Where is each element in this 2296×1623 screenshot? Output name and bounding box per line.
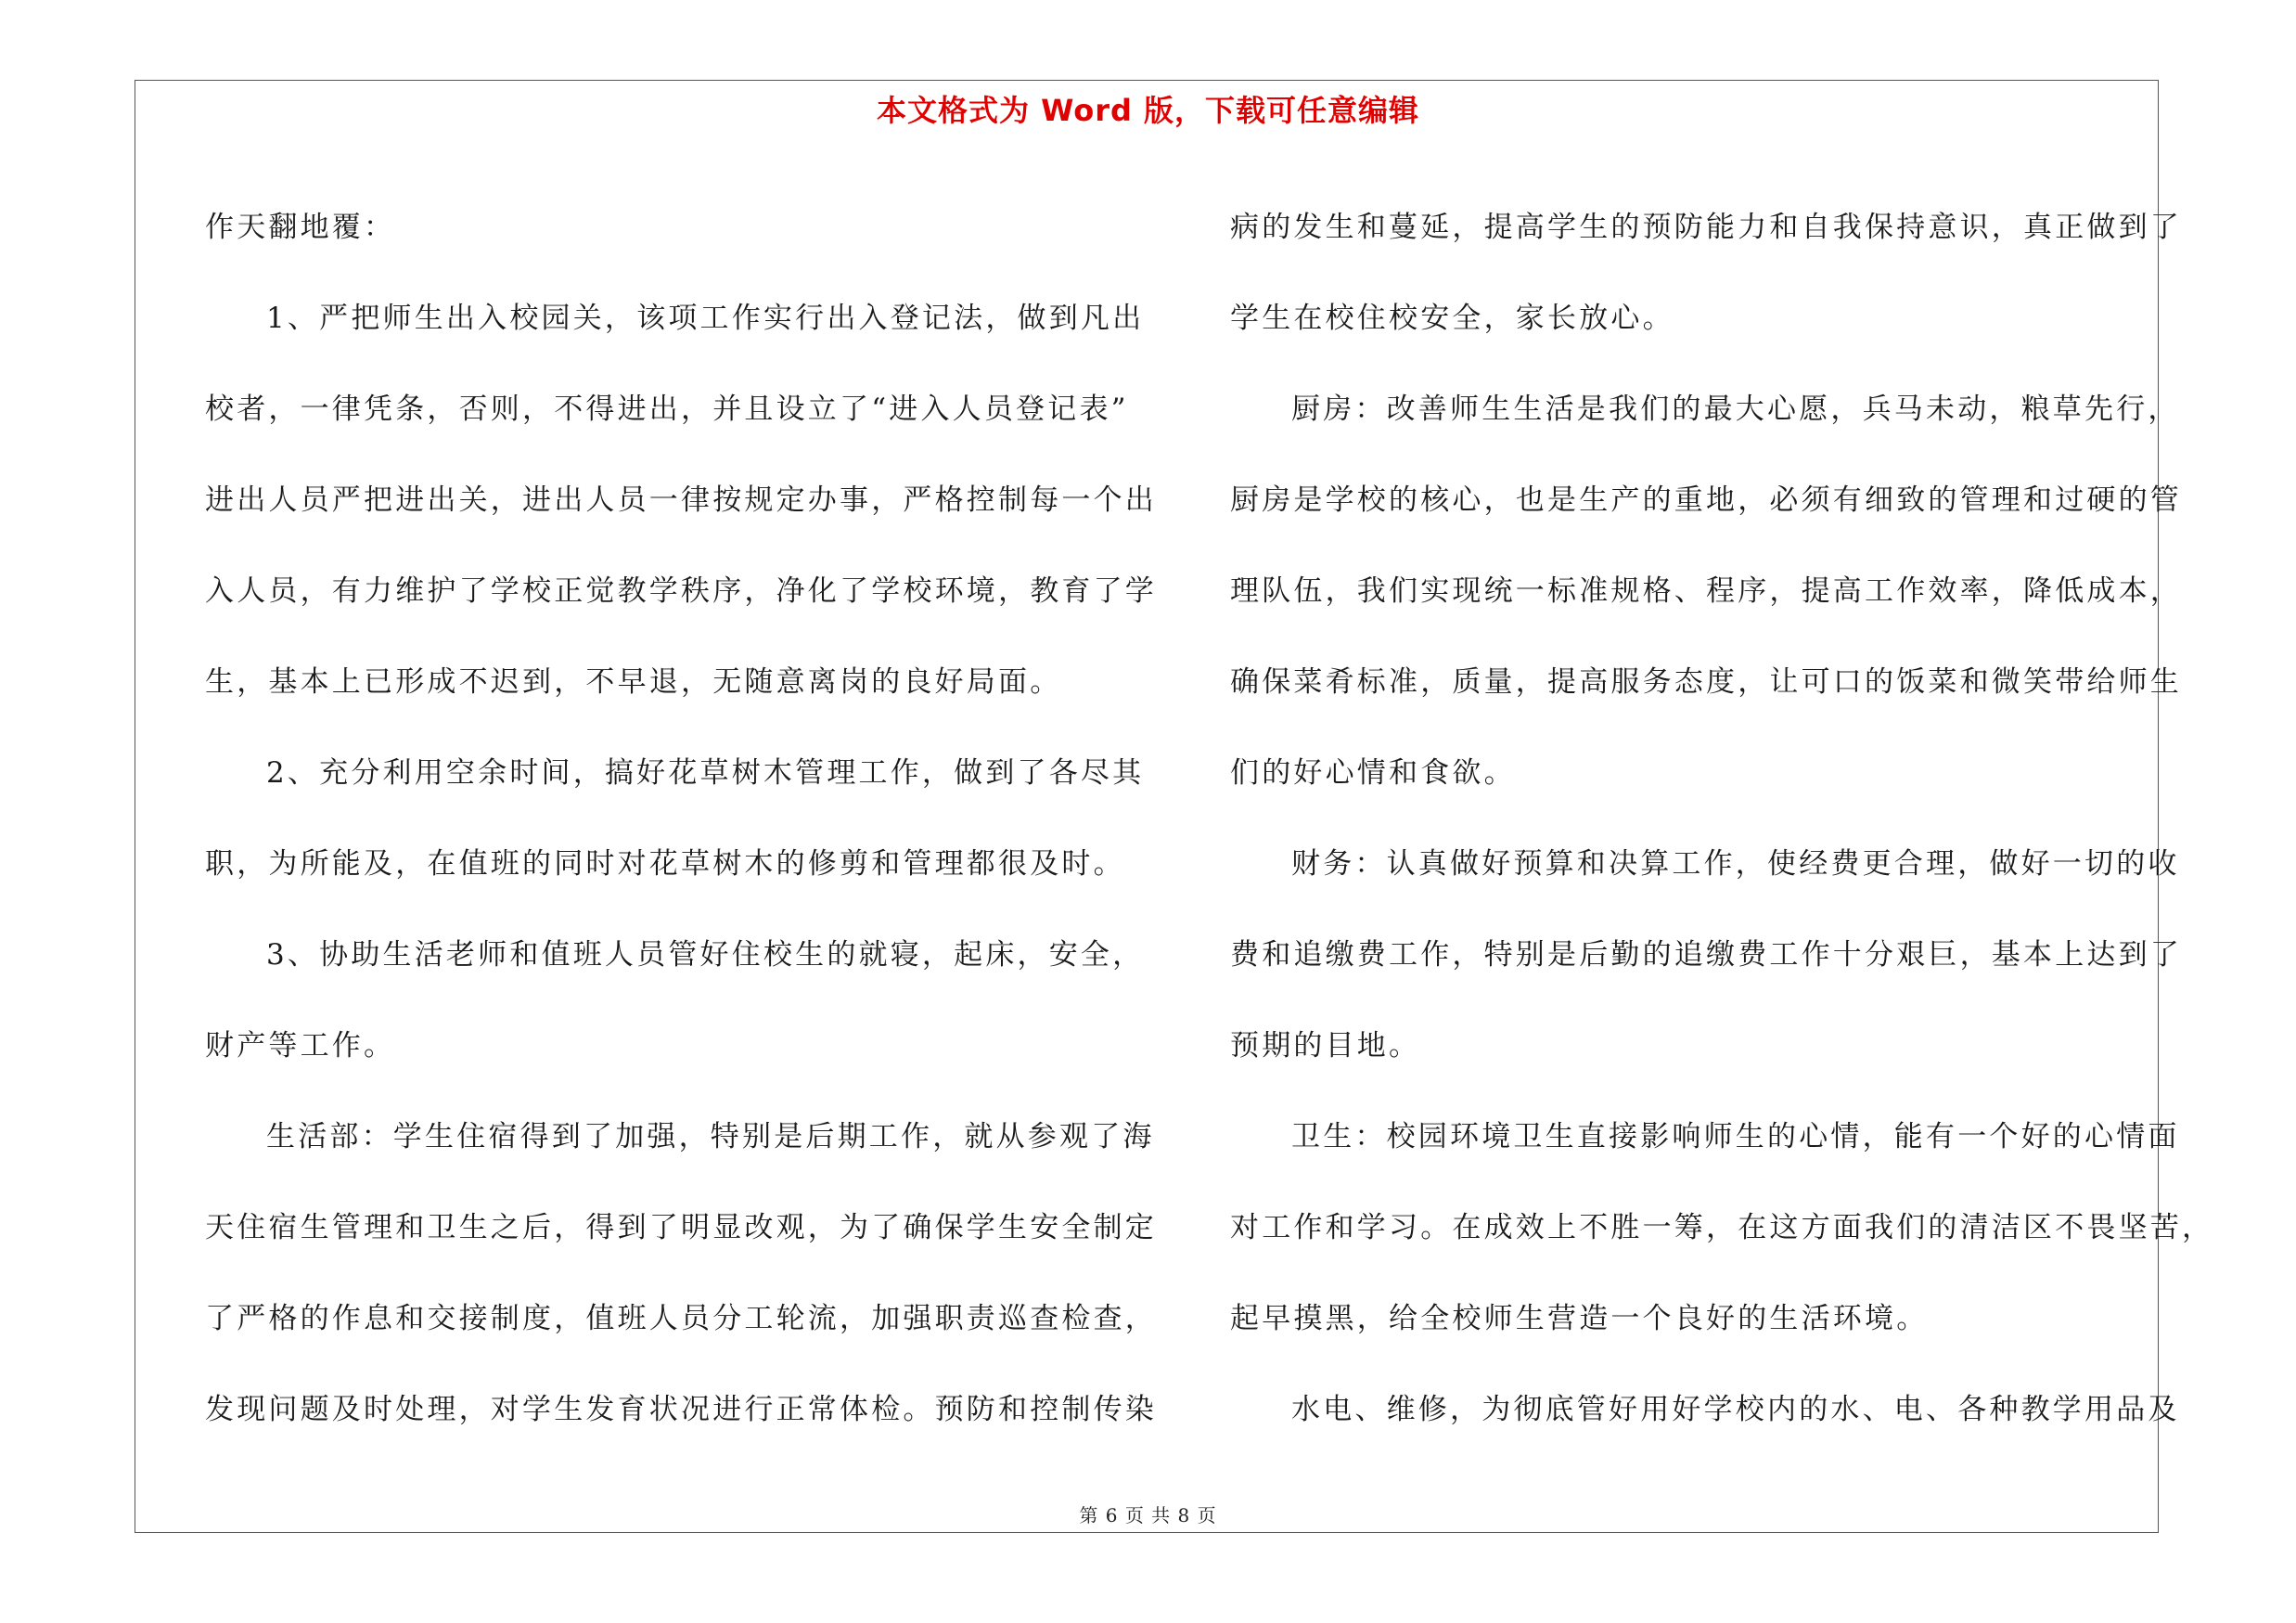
text-line: 发现问题及时处理，对学生发育状况进行正常体检。预防和控制传染 [205,1393,1157,1426]
text-line: 确保菜肴标准，质量，提高服务态度，让可口的饭菜和微笑带给师生 [1230,665,2182,699]
text-line: 财务：认真做好预算和决算工作，使经费更合理，做好一切的收 [1291,847,2180,881]
text-line: 病的发生和蔓延，提高学生的预防能力和自我保持意识，真正做到了 [1230,211,2182,244]
right-column [1230,182,2214,1455]
text-line: 们的好心情和食欲。 [1230,756,1516,790]
text-line: 进出人员严把进出关，进出人员一律按规定办事，严格控制每一个出 [205,483,1157,517]
text-line: 作天翻地覆： [205,211,396,244]
text-line: 起早摸黑，给全校师生营造一个良好的生活环境。 [1230,1302,1929,1335]
text-line: 厨房是学校的核心，也是生产的重地，必须有细致的管理和过硬的管 [1230,483,2182,517]
text-line: 2、充分利用空余时间，搞好花草树木管理工作，做到了各尽其 [266,756,1145,790]
text-line: 入人员，有力维护了学校正觉教学秩序，净化了学校环境，教育了学 [205,574,1157,608]
text-line: 生活部：学生住宿得到了加强，特别是后期工作，就从参观了海 [266,1120,1155,1153]
left-column [205,182,1157,1455]
text-line: 预期的目地。 [1230,1029,1421,1063]
text-line: 天住宿生管理和卫生之后，得到了明显改观，为了确保学生安全制定 [205,1211,1157,1244]
text-line: 财产等工作。 [205,1029,396,1063]
text-line: 费和追缴费工作，特别是后勤的追缴费工作十分艰巨，基本上达到了 [1230,938,2182,972]
text-line: 厨房：改善师生生活是我们的最大心愿，兵马未动，粮草先行， [1291,393,2180,426]
text-line: 1、严把师生出入校园关，该项工作实行出入登记法，做到凡出 [266,302,1145,335]
text-line: 对工作和学习。在成效上不胜一筹，在这方面我们的清洁区不畏坚苦， [1230,1211,2214,1244]
text-line: 校者，一律凭条，否则，不得进出，并且设立了“进入人员登记表” [205,393,1129,426]
format-banner: 本文格式为 Word 版，下载可任意编辑 [876,93,1420,128]
text-line: 职，为所能及，在值班的同时对花草树木的修剪和管理都很及时。 [205,847,1125,881]
text-line: 水电、维修，为彻底管好用好学校内的水、电、各种教学用品及 [1291,1393,2180,1426]
text-line: 了严格的作息和交接制度，值班人员分工轮流，加强职责巡查检查， [205,1302,1157,1335]
text-line: 学生在校住校安全，家长放心。 [1230,302,1674,335]
text-line: 卫生：校园环境卫生直接影响师生的心情，能有一个好的心情面 [1291,1120,2180,1153]
text-line: 理队伍，我们实现统一标准规格、程序，提高工作效率，降低成本， [1230,574,2182,608]
text-line: 生，基本上已形成不迟到，不早退，无随意离岗的良好局面。 [205,665,1062,699]
text-line: 3、协助生活老师和值班人员管好住校生的就寝，起床，安全， [266,938,1145,972]
page-footer: 第 6 页 共 8 页 [1079,1504,1217,1526]
